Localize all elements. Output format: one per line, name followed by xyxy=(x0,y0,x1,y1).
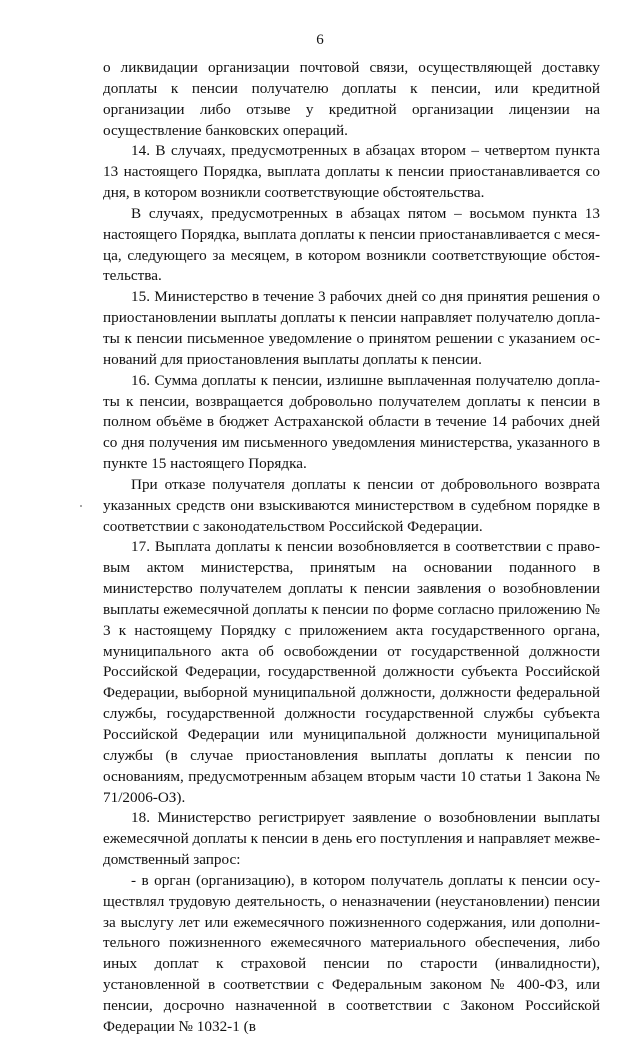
paragraph-item-18: 18. Министерство регистрирует заявление о возобновлении выплаты ежемесячной доплаты к пенсии в день его поступления и направляет межведомственный запрос: xyxy=(103,809,600,869)
paragraph-item-16-refusal: При отказе получателя доплаты к пенсии от добровольного возврата указанных средств они взыскиваются министерством в судебном порядке в соответствии с законодательством Российской Федерации. xyxy=(103,475,600,535)
paragraph-item-15: 15. Министерство в течение 3 рабочих дней со дня принятия решения о приостановлении выплаты доплаты к пенсии направляет получателю доплаты к пенсии письменное уведомление о принятом решении с указанием оснований для приостановления выплаты доплаты к пенсии. xyxy=(103,288,600,368)
page-number: 6 xyxy=(316,32,324,48)
paragraph-continuation: о ликвидации организации почтовой связи, осуществляющей доставку доплаты к пенсии получателю доплаты к пенсии, или кредитной организации либо отзыве у кредитной организации лицензии на осуществление банковских операций. xyxy=(103,59,600,139)
paragraph-item-14-cases: В случаях, предусмотренных в абзацах пятом – восьмом пункта 13 настоящего Порядка, выплата доплаты к пенсии приостанавливается с месяца, следующего за месяцем, в котором возникли соответствующие обстоятельства. xyxy=(103,204,600,285)
paragraph-item-14: 14. В случаях, предусмотренных в абзацах втором – четвертом пункта 13 настоящего Порядка, выплата доплаты к пенсии приостанавливается со дня, в котором возникли соответствующие обстоятельства. xyxy=(103,142,600,202)
paragraph-item-17: 17. Выплата доплаты к пенсии возобновляется в соответствии с правовым актом министерства, принятым на основании поданного в министерство получателем доплаты к пенсии заявления о возобновлении выплаты ежемесячной доплаты к пенсии по форме согласно приложению № 3 к настоящему Порядку с приложением акта государственного органа, муниципального акта об освобождении от государственной должности Российской Федерации, государственной должности субъекта Российской Федерации, выборной муниципальной должности, должности федеральной службы, государственной должности государственной службы субъекта Российской Федерации или муниципальной должности муниципальной службы (в случае приостановления выплаты доплаты к пенсии по основаниям, предусмотренным абзацем вторым части 10 статьи 1 Закона № 71/2006-ОЗ). xyxy=(103,538,600,806)
document-body xyxy=(103,58,600,1038)
paragraph-item-16: 16. Сумма доплаты к пенсии, излишне выплаченная получателю доплаты к пенсии, возвращается добровольно получателем доплаты к пенсии в полном объёме в бюджет Астраханской области в течение 14 рабочих дней со дня получения им письменного уведомления министерства, указанного в пункте 15 настоящего Порядка. xyxy=(103,371,600,473)
paragraph-item-18-list: - в орган (организацию), в котором получатель доплаты к пенсии осуществлял трудовую деятельность, о неназначении (неустановлении) пенсии за выслугу лет или ежемесячного пожизненного содержания, или дополнительного пожизненного ежемесячного материального обеспечения, либо иных доплат к страховой пенсии по старости (инвалидности), установленной в соответствии с Федеральным законом № 400-ФЗ, или пенсии, досрочно назначенной в соответствии с Законом Российской Федерации № 1032-1 (в xyxy=(103,871,600,1035)
scan-speck xyxy=(80,505,82,507)
